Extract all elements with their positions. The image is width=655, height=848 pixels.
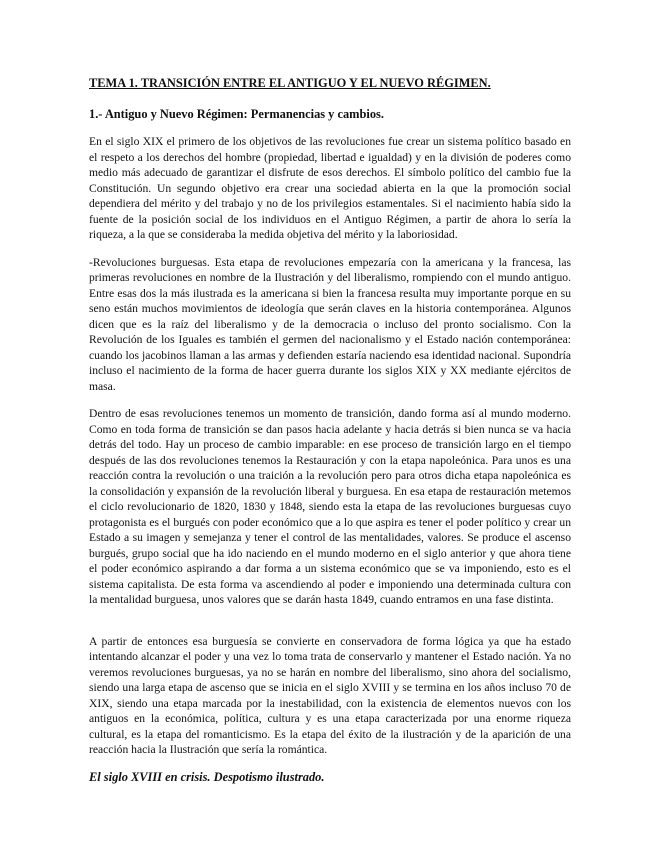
document-title: TEMA 1. TRANSICIÓN ENTRE EL ANTIGUO Y EL NUEVO RÉGIMEN. xyxy=(89,76,491,90)
section-heading: 1.- Antiguo y Nuevo Régimen: Permanencias y cambios. xyxy=(89,107,384,121)
document-page xyxy=(89,76,571,785)
paragraph-objetivos: En el siglo XIX el primero de los objetivos de las revoluciones fue crear un sistema político basado en el respeto a los derechos del hombre (propiedad, libertad e igualdad) y en la división de poderes como medio más adecuado de garantizar el disfrute de esos derechos. El símbolo político del cambio fue la Constitución. Un segundo objetivo era crear una sociedad abierta en la que la promoción social dependiera del mérito y del trabajo y no de los privilegios estamentales. Si el nacimiento había sido la fuente de la posición social de los individuos en el Antiguo Régimen, a partir de ahora lo sería la riqueza, a la que se consideraba la medida objetiva del mérito y la laboriosidad. xyxy=(89,135,571,241)
paragraph-transicion: Dentro de esas revoluciones tenemos un momento de transición, dando forma así al mundo moderno. Como en toda forma de transición se dan pasos hacia adelante y hacia detrás si bien nunca se va hacia detrás del todo. Hay un proceso de cambio imparable: en ese proceso de transición largo en el tiempo después de las dos revoluciones tenemos la Restauración y con la etapa napoleónica. Para unos es una reacción contra la revolución o una traición a la revolución pero para otros dicha etapa napoleónica es la consolidación y expansión de la revolución liberal y burguesa. En esa etapa de restauración metemos el ciclo revolucionario de 1820, 1830 y 1848, siendo esta la etapa de las revoluciones burguesas cuyo protagonista es el burgués con poder económico que a lo que aspira es tener el poder político y crear un Estado a su imagen y semejanza y tener el control de las mentalidades, valores. Se produce el ascenso burgués, grupo social que ha ido naciendo en el mundo moderno en el siglo anterior y que ahora tiene el poder económico aspirando a dar forma a un sistema económico que se va imponiendo, esto es el sistema capitalista. De esta forma va ascendiendo al poder e imponiendo una determinada cultura con la mentalidad burguesa, unos valores que se darán hasta 1849, cuando entramos en una fase distinta. xyxy=(89,407,571,606)
closing-heading: El siglo XVIII en crisis. Despotismo ilustrado. xyxy=(89,769,325,784)
paragraph-burguesia-conservadora: A partir de entonces esa burguesía se convierte en conservadora de forma lógica ya que ha estado intentando alcanzar el poder y una vez lo toma trata de conservarlo y mantener el Estado nación. Ya no veremos revoluciones burguesas, ya no se harán en nombre del liberalismo, sino ahora del socialismo, siendo una larga etapa de ascenso que se inicia en el siglo XVIII y se termina en los años incluso 70 de XIX, siendo una etapa marcada por la inestabilidad, con la existencia de elementos nuevos con los antiguos en la económica, política, cultura y es una etapa caracterizada por una enorme riqueza cultural, es la etapa del romanticismo. Es la etapa del éxito de la ilustración y de la aparición de una reacción hacia la Ilustración que sería la romántica. xyxy=(89,634,571,756)
paragraph-revoluciones-burguesas: -Revoluciones burguesas. Esta etapa de revoluciones empezaría con la americana y la francesa, las primeras revoluciones en nombre de la Ilustración y del liberalismo, rompiendo con el mundo antiguo. Entre esas dos la más ilustrada es la americana si bien la francesa resulta muy importante porque en su seno están muchos movimientos de ideología que serán claves en la historia contemporánea. Algunos dicen que es la raíz del liberalismo y de la democracia o incluso del pronto socialismo. Con la Revolución de los Iguales es también el germen del nacionalismo y el Estado nación contemporánea: cuando los jacobinos llaman a las armas y defienden estaría naciendo esa identidad nacional. Supondría incluso el nacimiento de la forma de hacer guerra durante los siglos XIX y XX mediante ejércitos de masa. xyxy=(89,255,571,393)
